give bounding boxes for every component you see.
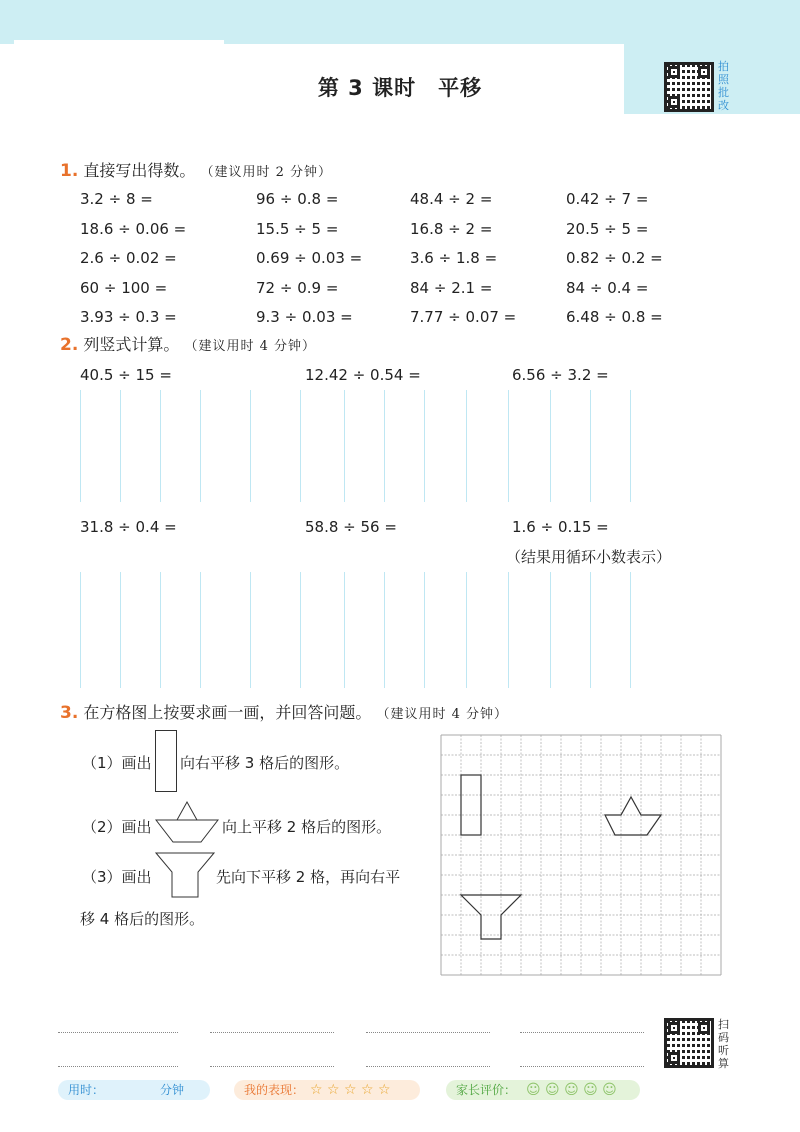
grid-rectangle bbox=[461, 775, 481, 835]
oral-calc-item: 3.2 ÷ 8 = bbox=[80, 190, 153, 208]
guide-line bbox=[424, 572, 425, 688]
question-1-prefix: （1）画出 bbox=[82, 754, 152, 772]
guide-line bbox=[550, 572, 551, 688]
guide-line bbox=[160, 390, 161, 502]
performance-label: 我的表现： bbox=[244, 1083, 305, 1097]
guide-line bbox=[250, 572, 251, 688]
parent-rating-bar bbox=[446, 1080, 640, 1100]
oral-calc-item: 3.6 ÷ 1.8 = bbox=[410, 249, 498, 267]
oral-calc-item: 48.4 ÷ 2 = bbox=[410, 190, 493, 208]
answer-line bbox=[520, 1066, 644, 1067]
guide-line bbox=[200, 390, 201, 502]
oral-calc-item: 3.93 ÷ 0.3 = bbox=[80, 308, 177, 326]
guide-line bbox=[120, 390, 121, 502]
question-2-suffix: 向上平移 2 格后的图形。 bbox=[222, 818, 392, 836]
oral-calc-item: 0.82 ÷ 0.2 = bbox=[566, 249, 663, 267]
guide-line bbox=[384, 572, 385, 688]
oral-calc-item: 15.5 ÷ 5 = bbox=[256, 219, 339, 238]
problem-1: 40.5 ÷ 15 = bbox=[80, 366, 172, 384]
guide-line bbox=[384, 390, 385, 502]
oral-calc-item: 72 ÷ 0.9 = bbox=[256, 278, 339, 297]
oral-calc-item: 6.48 ÷ 0.8 = bbox=[566, 308, 663, 326]
guide-line bbox=[630, 390, 631, 502]
qr-label-top: 拍照批改 bbox=[718, 60, 729, 112]
oral-calc-item: 16.8 ÷ 2 = bbox=[410, 219, 493, 238]
section-label: 列竖式计算。 bbox=[83, 335, 180, 354]
guide-line bbox=[424, 390, 425, 502]
grid-funnel bbox=[461, 895, 521, 939]
guide-line bbox=[630, 572, 631, 688]
oral-calc-item: 7.77 ÷ 0.07 = bbox=[410, 308, 517, 326]
section-label: 在方格图上按要求画一画，并回答问题。 bbox=[83, 703, 372, 722]
answer-line bbox=[366, 1066, 490, 1067]
section-hint: （建议用时 4 分钟） bbox=[376, 707, 509, 722]
boat-shape-icon bbox=[155, 800, 219, 844]
qr-code-icon[interactable] bbox=[664, 1018, 714, 1068]
square-grid[interactable] bbox=[440, 734, 728, 982]
guide-line bbox=[550, 390, 551, 502]
performance-bar bbox=[234, 1080, 420, 1100]
oral-calc-item: 96 ÷ 0.8 = bbox=[256, 190, 339, 208]
oral-calc-item: 9.3 ÷ 0.03 = bbox=[256, 308, 353, 326]
page-title: 第 3 课时 平移 bbox=[317, 76, 483, 100]
problem-2: 12.42 ÷ 0.54 = bbox=[305, 366, 421, 384]
oral-calc-item: 60 ÷ 100 = bbox=[80, 278, 168, 297]
guide-line bbox=[120, 572, 121, 688]
star-rating[interactable]: ☆ ☆ ☆ ☆ ☆ bbox=[310, 1082, 391, 1098]
guide-line bbox=[300, 572, 301, 688]
guide-line bbox=[300, 390, 301, 502]
answer-line bbox=[520, 1032, 644, 1033]
grid-boat bbox=[605, 797, 661, 835]
rectangle-shape-icon bbox=[155, 730, 177, 792]
section-hint: （建议用时 4 分钟） bbox=[184, 339, 317, 354]
oral-calc-item: 84 ÷ 2.1 = bbox=[410, 278, 493, 297]
oral-calc-item: 2.6 ÷ 0.02 = bbox=[80, 249, 177, 267]
guide-line bbox=[80, 572, 81, 688]
oral-calc-item: 18.6 ÷ 0.06 = bbox=[80, 219, 187, 238]
problem-3: 6.56 ÷ 3.2 = bbox=[512, 366, 609, 384]
answer-line bbox=[210, 1032, 334, 1033]
guide-line bbox=[466, 390, 467, 502]
problem-6-note: （结果用循环小数表示） bbox=[506, 548, 672, 566]
section-number: 1. bbox=[60, 161, 79, 181]
time-bar bbox=[58, 1080, 210, 1100]
guide-line bbox=[200, 572, 201, 688]
question-2-prefix: （2）画出 bbox=[82, 818, 152, 836]
section-label: 直接写出得数。 bbox=[83, 161, 196, 180]
face-rating[interactable]: ☺ ☺ ☺ ☺ ☺ bbox=[526, 1082, 617, 1098]
problem-6: 1.6 ÷ 0.15 = bbox=[512, 518, 609, 536]
question-3-suffix: 先向下平移 2 格，再向右平 bbox=[216, 868, 401, 886]
problem-4: 31.8 ÷ 0.4 = bbox=[80, 518, 177, 536]
guide-line bbox=[344, 572, 345, 688]
oral-calc-item: 0.42 ÷ 7 = bbox=[566, 190, 649, 208]
guide-line bbox=[160, 572, 161, 688]
guide-line bbox=[80, 390, 81, 502]
oral-calc-item: 20.5 ÷ 5 = bbox=[566, 219, 649, 238]
guide-line bbox=[590, 390, 591, 502]
guide-line bbox=[508, 572, 509, 688]
guide-line bbox=[466, 572, 467, 688]
question-3-continuation: 移 4 格后的图形。 bbox=[80, 910, 205, 928]
section1-heading bbox=[60, 158, 332, 181]
guide-line bbox=[508, 390, 509, 502]
question-1-suffix: 向右平移 3 格后的图形。 bbox=[180, 754, 350, 772]
problem-5: 58.8 ÷ 56 = bbox=[305, 518, 397, 536]
funnel-shape-icon bbox=[155, 852, 215, 898]
section3-heading bbox=[60, 700, 508, 723]
section-hint: （建议用时 2 分钟） bbox=[200, 165, 333, 180]
answer-line bbox=[58, 1066, 178, 1067]
time-unit: 分钟 bbox=[160, 1083, 185, 1097]
guide-line bbox=[590, 572, 591, 688]
answer-line bbox=[366, 1032, 490, 1033]
parent-label: 家长评价： bbox=[456, 1083, 517, 1097]
section-number: 3. bbox=[60, 703, 79, 723]
guide-line bbox=[344, 390, 345, 502]
question-3-prefix: （3）画出 bbox=[82, 868, 152, 886]
qr-code-icon[interactable] bbox=[664, 62, 714, 112]
oral-calc-item: 0.69 ÷ 0.03 = bbox=[256, 249, 363, 267]
guide-line bbox=[250, 390, 251, 502]
qr-label-bottom: 扫码听算 bbox=[718, 1018, 729, 1070]
time-label: 用时： bbox=[68, 1083, 105, 1097]
answer-line bbox=[58, 1032, 178, 1033]
section2-heading bbox=[60, 332, 316, 355]
answer-line bbox=[210, 1066, 334, 1067]
section-number: 2. bbox=[60, 335, 79, 355]
oral-calc-item: 84 ÷ 0.4 = bbox=[566, 278, 649, 297]
